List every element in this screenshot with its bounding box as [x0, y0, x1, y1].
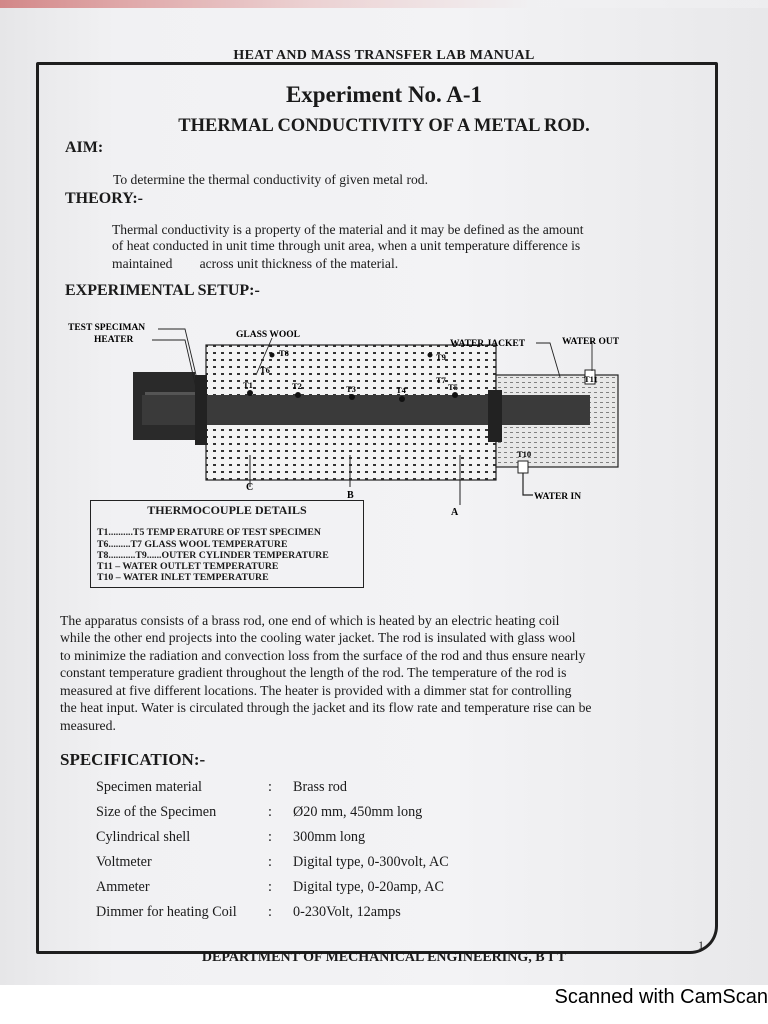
label-glass-wool: GLASS WOOL: [236, 330, 300, 340]
spec-colon: :: [268, 854, 272, 870]
spec-value: Digital type, 0-20amp, AC: [293, 879, 444, 895]
spec-label: Dimmer for heating Coil: [96, 904, 237, 920]
spec-label: Cylindrical shell: [96, 829, 191, 845]
description-line: measured.: [60, 718, 116, 733]
label-t2: T2: [292, 381, 302, 391]
spec-value: 300mm long: [293, 829, 366, 845]
spec-label: Specimen material: [96, 779, 202, 795]
label-t3: T3: [346, 384, 356, 394]
thermocouple-line: T8...........T9......OUTER CYLINDER TEMPERATURE: [97, 550, 329, 561]
description-line: measured at five different locations. The heater is provided with a dimmer stat for controlling: [60, 683, 572, 698]
experiment-subtitle: THERMAL CONDUCTIVITY OF A METAL ROD.: [178, 116, 590, 136]
label-water-in: WATER IN: [534, 492, 582, 502]
label-t10: T10: [517, 449, 532, 459]
theory-line: of heat conducted in unit time through unit area, when a unit temperature difference is: [112, 238, 581, 253]
aim-heading: AIM:: [65, 139, 104, 156]
manual-header: HEAT AND MASS TRANSFER LAB MANUAL: [233, 48, 535, 63]
experiment-title: Experiment No. A-1: [285, 82, 483, 107]
label-t1: T1: [243, 380, 253, 390]
spec-colon: :: [268, 804, 272, 820]
label-t11: T11: [584, 374, 598, 384]
water-in-port: [518, 461, 528, 473]
description-line: constant temperature gradient throughout the length of the rod. The temperature of the rod is: [60, 665, 567, 680]
spec-label: Ammeter: [96, 879, 150, 895]
thermocouple-line: T11 – WATER OUTLET TEMPERATURE: [97, 561, 279, 572]
page-number: 1: [698, 938, 704, 952]
label-t5: T5: [448, 382, 458, 392]
spec-value: 0-230Volt, 12amps: [293, 904, 401, 920]
thermocouple-line: T10 – WATER INLET TEMPERATURE: [97, 572, 269, 583]
label-section-a: A: [451, 507, 459, 515]
setup-heading: EXPERIMENTAL SETUP:-: [65, 282, 260, 299]
label-t9: T9: [436, 352, 446, 362]
thermocouple-t4: [399, 396, 405, 402]
description-line: the heat input. Water is circulated through the jacket and its flow rate and temperature rise can be: [60, 700, 592, 715]
label-t8: T8: [279, 348, 289, 358]
thermocouple-t9: [428, 353, 433, 358]
spec-colon: :: [268, 779, 272, 795]
description-line: to minimize the radiation and convection loss from the surface of the rod and thus ensure nearly: [60, 648, 586, 663]
spec-label: Size of the Specimen: [96, 804, 217, 820]
spec-colon: :: [268, 904, 272, 920]
label-test-specimen: TEST SPECIMAN: [68, 323, 146, 333]
thermocouple-line: T6.........T7 GLASS WOOL TEMPERATURE: [97, 539, 288, 550]
brass-rod: [142, 395, 590, 425]
department-footer: DEPARTMENT OF MECHANICAL ENGINEERING, B I T: [201, 950, 567, 965]
spec-value: Ø20 mm, 450mm long: [293, 804, 423, 820]
thermocouple-t5: [452, 392, 458, 398]
thermocouple-t8: [270, 353, 275, 358]
thermocouple-t3: [349, 394, 355, 400]
scanner-watermark: Scanned with CamScan: [554, 986, 768, 1008]
label-heater: HEATER: [94, 335, 134, 345]
description-line: while the other end projects into the cooling water jacket. The rod is insulated with glass wool: [60, 630, 576, 645]
spec-label: Voltmeter: [96, 854, 152, 870]
left-flange: [195, 375, 207, 445]
leader-water-jacket: [536, 343, 560, 377]
thermocouple-t2: [295, 392, 301, 398]
experimental-setup-diagram: [60, 315, 660, 515]
theory-line: Thermal conductivity is a property of the material and it may be defined as the amount: [112, 222, 584, 237]
right-flange: [488, 390, 502, 442]
thermocouple-title: THERMOCOUPLE DETAILS: [147, 503, 307, 517]
thermocouple-t1: [247, 390, 253, 396]
description-line: The apparatus consists of a brass rod, one end of which is heated by an electric heating coil: [60, 613, 560, 628]
water-in-pipe: [523, 473, 533, 495]
theory-heading: THEORY:-: [65, 190, 143, 207]
spec-value: Brass rod: [293, 779, 347, 795]
label-section-c: C: [246, 482, 254, 493]
page-edge: [0, 0, 768, 8]
label-water-out: WATER OUT: [562, 337, 620, 347]
spec-colon: :: [268, 829, 272, 845]
label-t7: T7: [436, 375, 446, 385]
label-section-b: B: [347, 490, 354, 501]
leader-test-specimen: [158, 329, 196, 375]
spec-colon: :: [268, 879, 272, 895]
specification-heading: SPECIFICATION:-: [60, 750, 206, 769]
thermocouple-details-box: [90, 500, 364, 588]
spec-value: Digital type, 0-300volt, AC: [293, 854, 449, 870]
thermocouple-line: T1..........T5 TEMP ERATURE OF TEST SPECIMEN: [97, 527, 322, 538]
label-t4: T4: [396, 385, 406, 395]
label-t6: T6: [260, 365, 270, 375]
theory-line: maintained across unit thickness of the material.: [112, 256, 399, 271]
label-water-jacket: WATER JACKET: [450, 339, 526, 349]
aim-text: To determine the thermal conductivity of given metal rod.: [113, 172, 429, 187]
